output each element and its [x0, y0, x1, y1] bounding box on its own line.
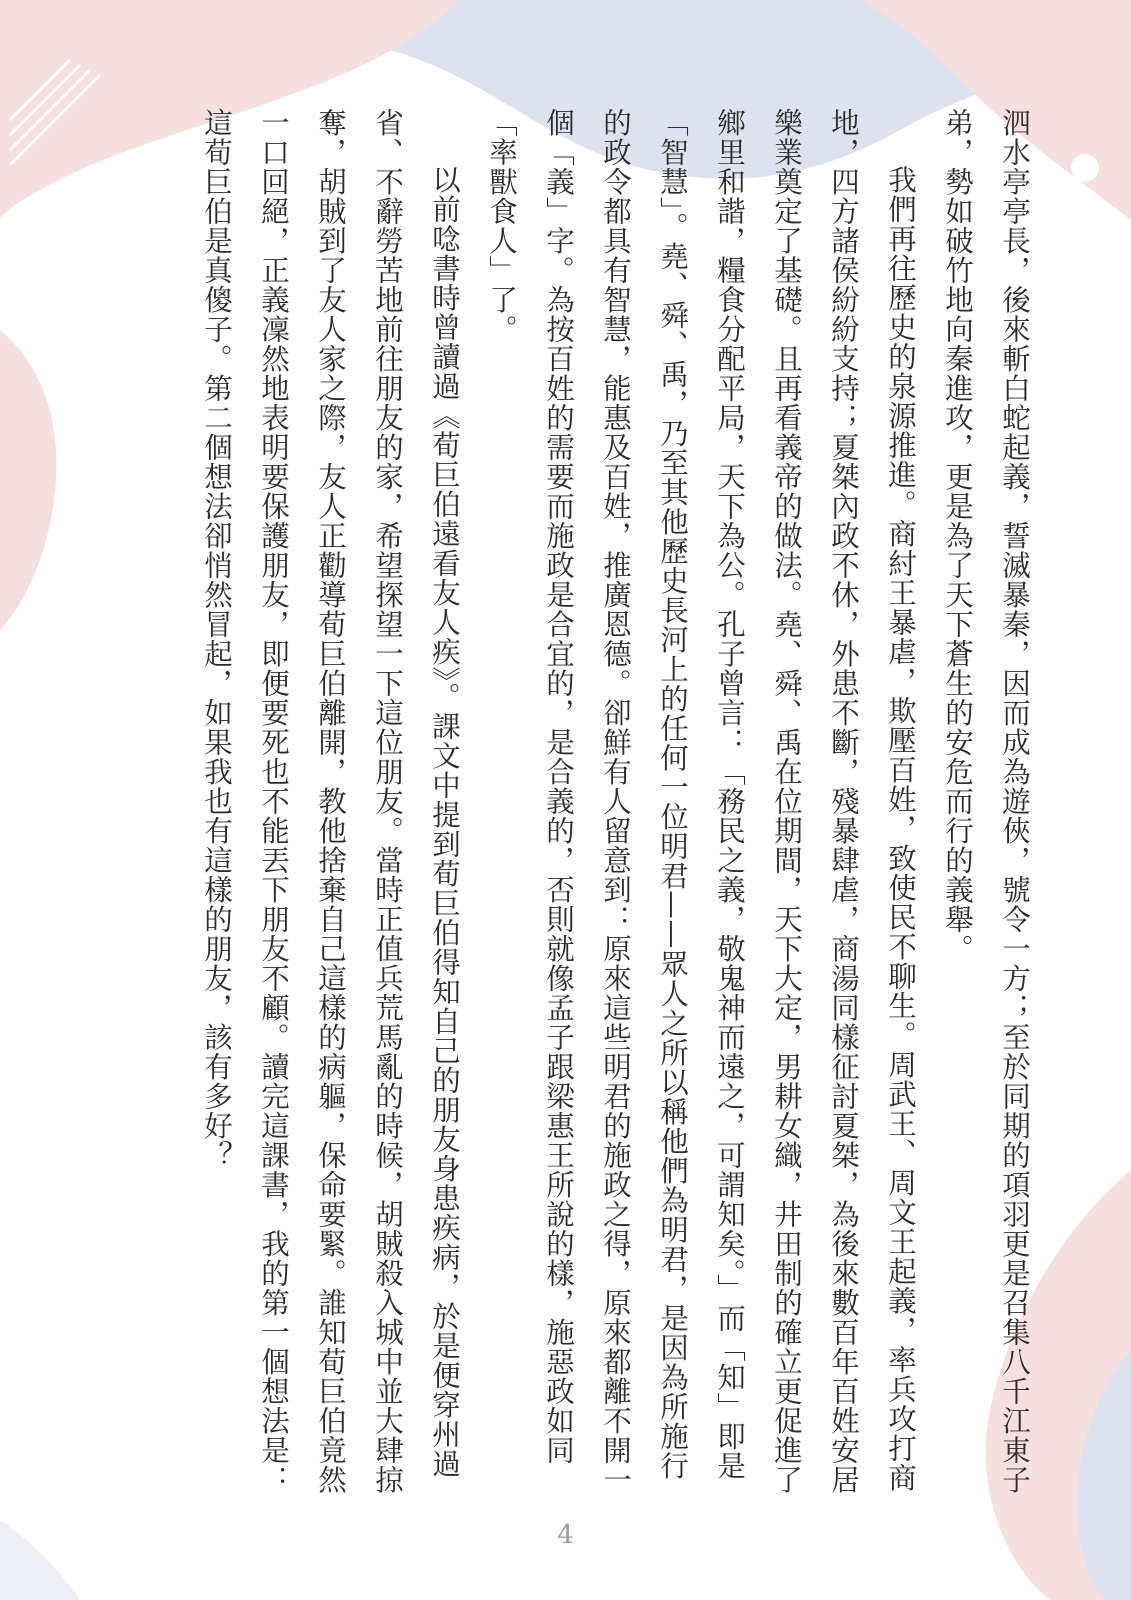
small-dot-decoration [1071, 154, 1099, 182]
paragraph-3: 以前唸書時曾讀過《荀巨伯遠看友人疾》。課文中提到荀巨伯得知自己的朋友身患疾病，於是便穿州過省、不辭勞苦地前往朋友的家，希望探望一下這位朋友。當時正值兵荒馬亂的時候，胡賊殺入城中並大肆掠奪，胡賊到了友人家之際，友人正勸導荀巨伯離開，教他捨棄自己這樣的病軀，保命要緊。誰知荀巨伯竟然一口回絕，正義凜然地表明要保護朋友，即便要死也不能丟下朋友不顧。讀完這課書，我的第一個想法是：這荀巨伯是真傻子。第二個想法卻悄然冒起，如果我也有這樣的朋友，該有多好？ [200, 108, 461, 1495]
vertical-body-text [188, 108, 1043, 1508]
page-number: 4 [557, 1520, 574, 1550]
paragraph-1: 泗水亭亭長，後來斬白蛇起義，誓滅暴秦，因而成為遊俠，號令一方；至於同期的項羽更是召集八千江東子弟，勢如破竹地向秦進攻，更是為了天下蒼生的安危而行的義舉。 [941, 108, 1031, 1495]
left-pink-blob [0, 330, 56, 630]
paragraph-2: 我們再往歷史的泉源推進。商紂王暴虐，欺壓百姓，致使民不聊生。周武王、周文王起義，率兵攻打商地，四方諸侯紛紛支持；夏桀內政不休，外患不斷，殘暴肆虐，商湯同樣征討夏桀，為後來數百年百姓安居樂業奠定了基礎。且再看義帝的做法。堯、舜、禹在位期間，天下大定，男耕女織，井田制的確立更促進了鄉里和諧，糧食分配平局，天下為公。孔子曾言：「務民之義，敬鬼神而遠之，可謂知矣。」而「知」即是「智慧」。堯、舜、禹，乃至其他歷史長河上的任何一位明君——眾人之所以稱他們為明君，是因為所施行的政令都具有智慧，能惠及百姓，推廣恩德。卻鮮有人留意到：原來這些明君的施政之得，原來都離不開一個「義」字。為按百姓的需要而施政是合宜的，是合義的，否則就像孟子跟梁惠王所說的樣，施惡政如同「率獸食人」了。 [485, 108, 917, 1495]
